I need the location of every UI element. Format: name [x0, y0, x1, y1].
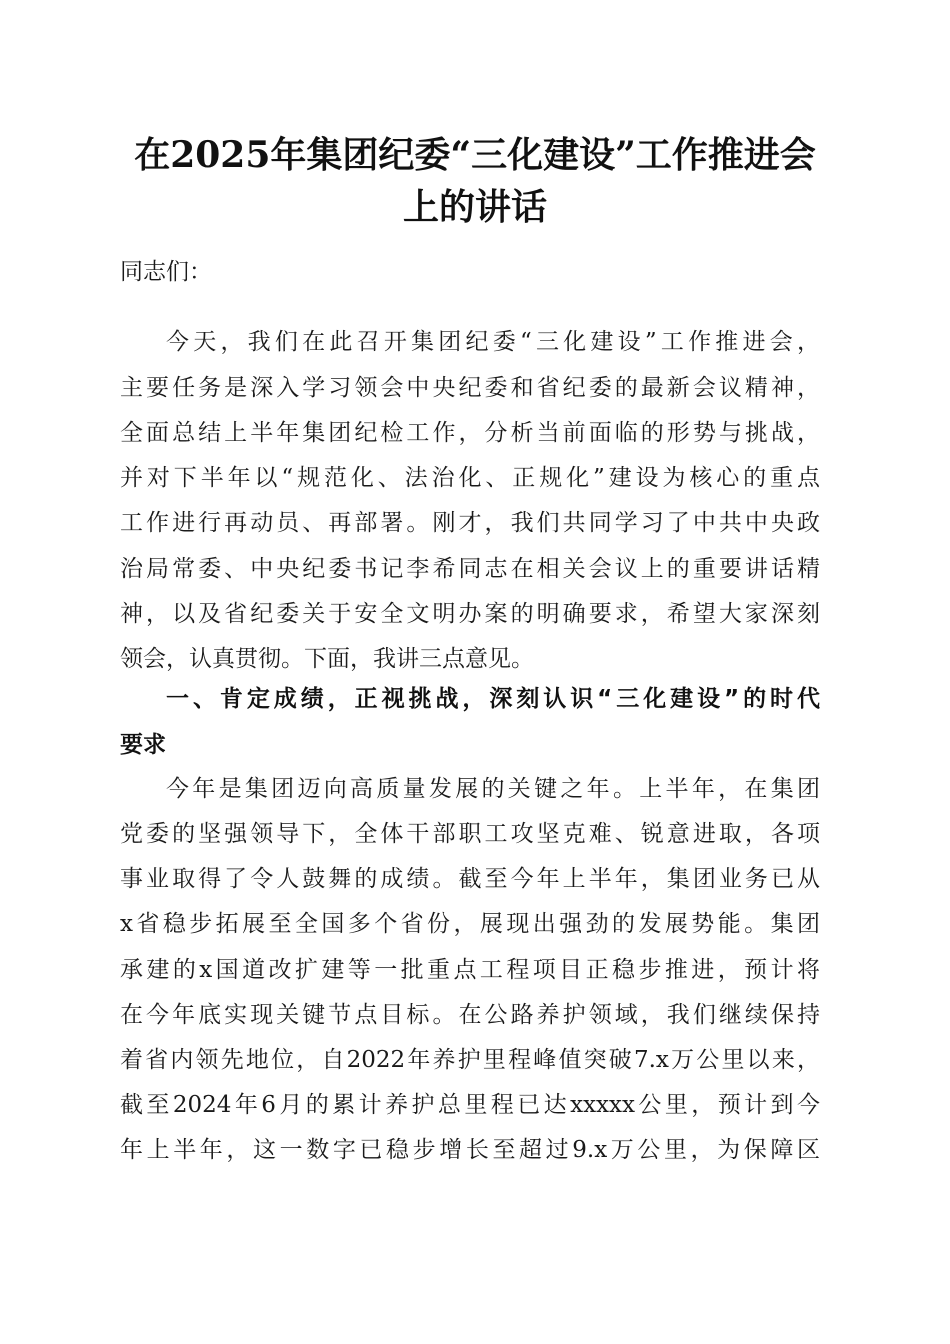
paragraph-2-line: 年上半年，这一数字已稳步增长至超过9.x万公里，为保障区 [120, 1137, 820, 1163]
document-title-line-2: 上的讲话 [402, 186, 547, 228]
document-title-line-1: 在2025年集团纪委“三化建设”工作推进会 [134, 134, 816, 176]
paragraph-2-line: 承建的x国道改扩建等一批重点工程项目正稳步推进，预计将 [120, 957, 820, 983]
paragraph-2-line: 截至2024年6月的累计养护总里程已达xxxxx公里，预计到今 [120, 1092, 820, 1118]
paragraph-1-line: 今天，我们在此召开集团纪委“三化建设”工作推进会， [166, 329, 820, 355]
paragraph-2-line: x省稳步拓展至全国多个省份，展现出强劲的发展势能。集团 [120, 911, 820, 937]
paragraph-1-line: 工作进行再动员、再部署。刚才，我们共同学习了中共中央政 [120, 510, 820, 536]
paragraph-1-line: 领会，认真贯彻。下面，我讲三点意见。 [120, 646, 534, 672]
paragraph-2-line: 事业取得了令人鼓舞的成绩。截至今年上半年，集团业务已从 [120, 866, 820, 892]
paragraph-2-line: 在今年底实现关键节点目标。在公路养护领域，我们继续保持 [120, 1002, 820, 1028]
salutation: 同志们： [120, 259, 212, 285]
section-heading-1-line: 要求 [120, 732, 166, 758]
paragraph-1-line: 并对下半年以“规范化、法治化、正规化”建设为核心的重点 [120, 465, 820, 491]
section-heading-1-line: 一、肯定成绩，正视挑战，深刻认识“三化建设”的时代 [166, 686, 820, 712]
paragraph-1-line: 治局常委、中央纪委书记李希同志在相关会议上的重要讲话精 [120, 556, 820, 582]
paragraph-1-line: 全面总结上半年集团纪检工作，分析当前面临的形势与挑战， [120, 420, 820, 446]
paragraph-2-line: 党委的坚强领导下，全体干部职工攻坚克难、锐意进取，各项 [120, 821, 820, 847]
paragraph-2-line: 今年是集团迈向高质量发展的关键之年。上半年，在集团 [166, 776, 820, 802]
paragraph-1-line: 主要任务是深入学习领会中央纪委和省纪委的最新会议精神， [120, 375, 820, 401]
paragraph-1-line: 神，以及省纪委关于安全文明办案的明确要求，希望大家深刻 [120, 601, 820, 627]
paragraph-2-line: 着省内领先地位，自2022年养护里程峰值突破7.x万公里以来， [120, 1047, 820, 1073]
